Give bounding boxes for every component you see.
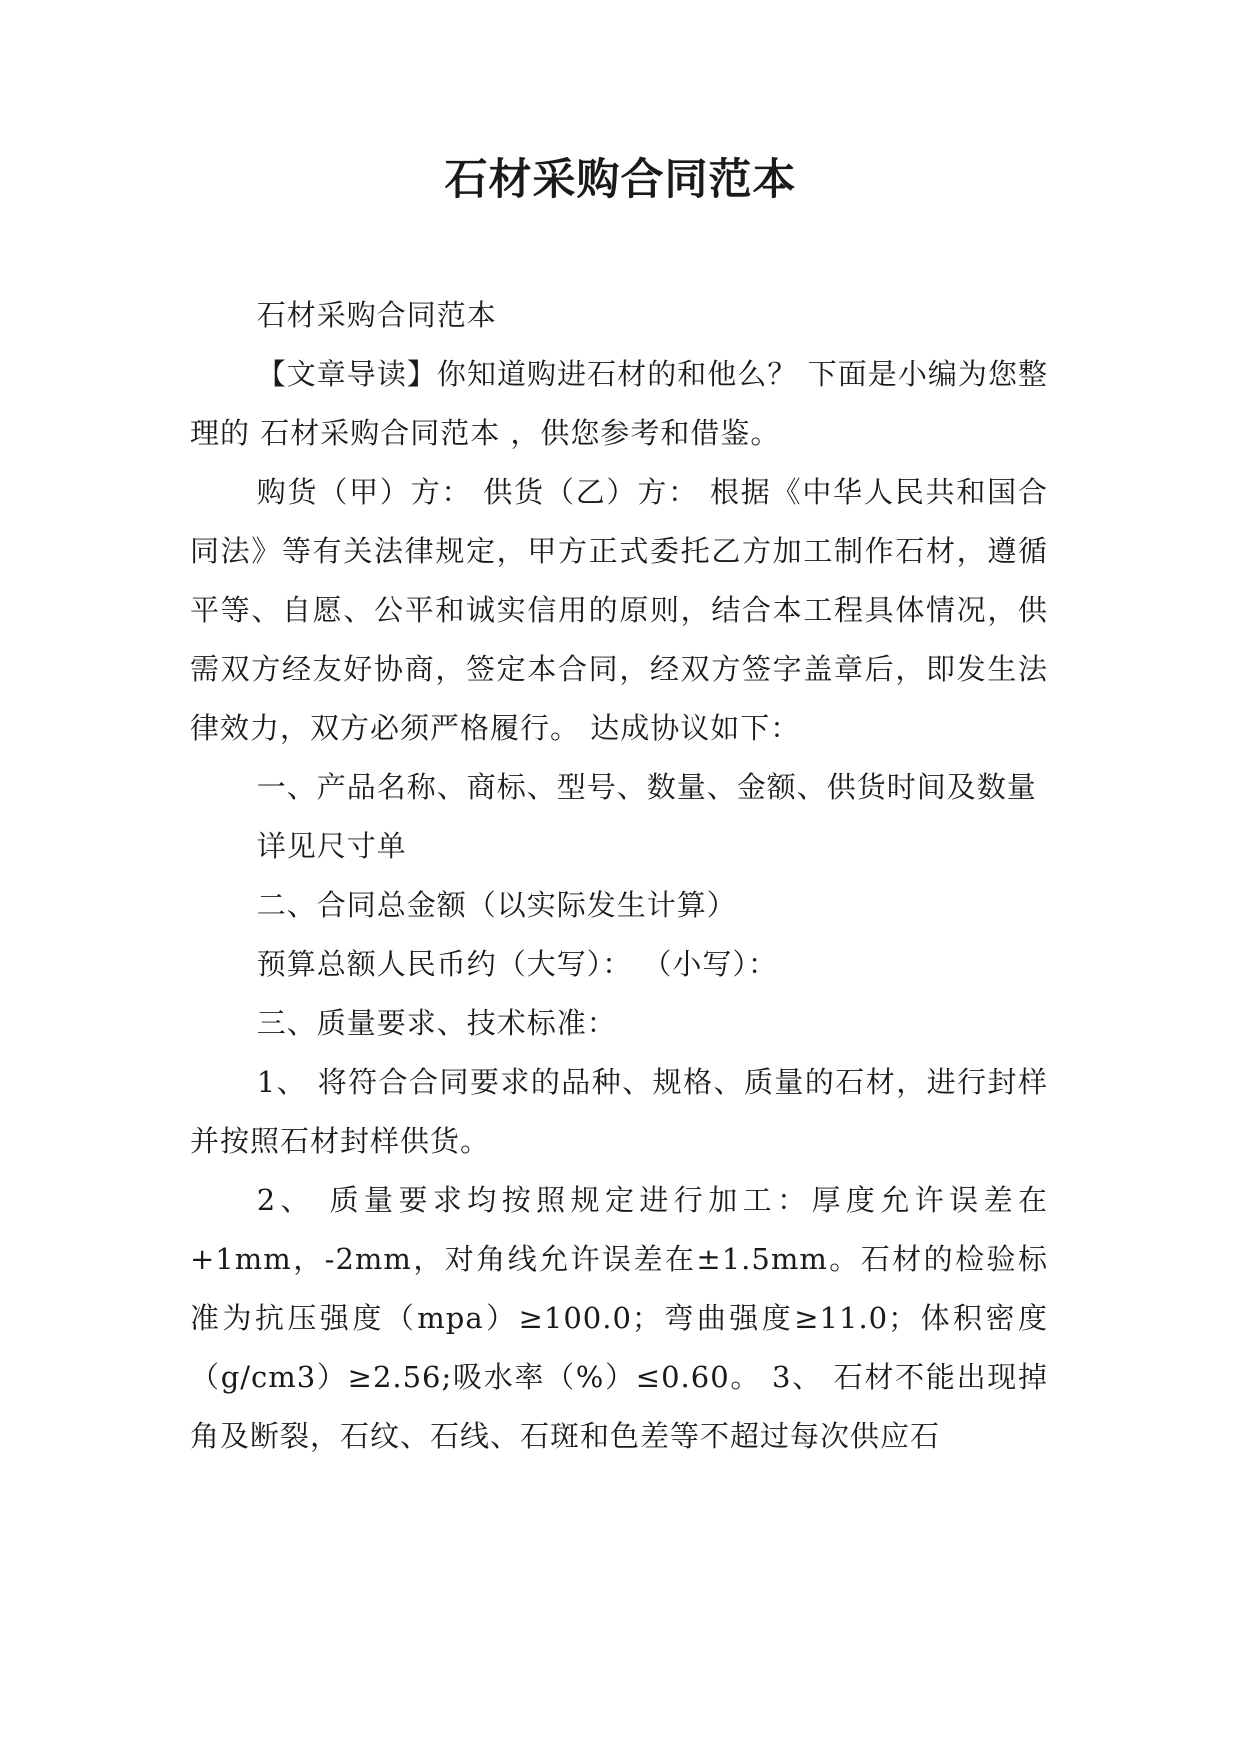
document-body <box>190 286 1048 1466</box>
paragraph-section-3: 三、质量要求、技术标准： <box>256 1006 617 1040</box>
paragraph-section-2: 二、合同总金额（以实际发生计算） <box>256 888 737 922</box>
paragraph-item-1: 1、 将符合合同要求的品种、规格、质量的石材，进行封样并按照石材封样供货。 <box>190 1065 1048 1158</box>
paragraph-section-1: 一、产品名称、商标、型号、数量、金额、供货时间及数量 <box>256 770 1037 804</box>
paragraph-size-list: 详见尺寸单 <box>256 829 407 863</box>
paragraph-budget: 预算总额人民币约（大写）： （小写）： <box>256 947 778 981</box>
paragraph-parties: 购货（甲）方： 供货（乙）方： 根据《中华人民共和国合同法》等有关法律规定，甲方正式委托乙方加工制作石材，遵循平等、自愿、公平和诚实信用的原则，结合本工程具体情况，供需双方经友好协商，签定本合同，经双方签字盖章后，即发生法律效力，双方必须严格履行。 达成协议如下： <box>190 475 1048 745</box>
paragraph-heading: 石材采购合同范本 <box>256 298 497 332</box>
paragraph-item-2: 2、 质量要求均按照规定进行加工：厚度允许误差在+1mm，-2mm，对角线允许误差在±1.5mm。石材的检验标准为抗压强度（mpa）≥100.0；弯曲强度≥11.0；体积密度（g/cm3）≥2.56;吸水率（%）≤0.60。 3、 石材不能出现掉角及断裂，石纹、石线、石斑和色差等不超过每次供应石 <box>190 1183 1048 1453</box>
paragraph-intro: 【文章导读】你知道购进石材的和他么？ 下面是小编为您整理的 石材采购合同范本 ，供您参考和借鉴。 <box>190 357 1048 450</box>
document-title: 石材采购合同范本 <box>444 155 797 205</box>
